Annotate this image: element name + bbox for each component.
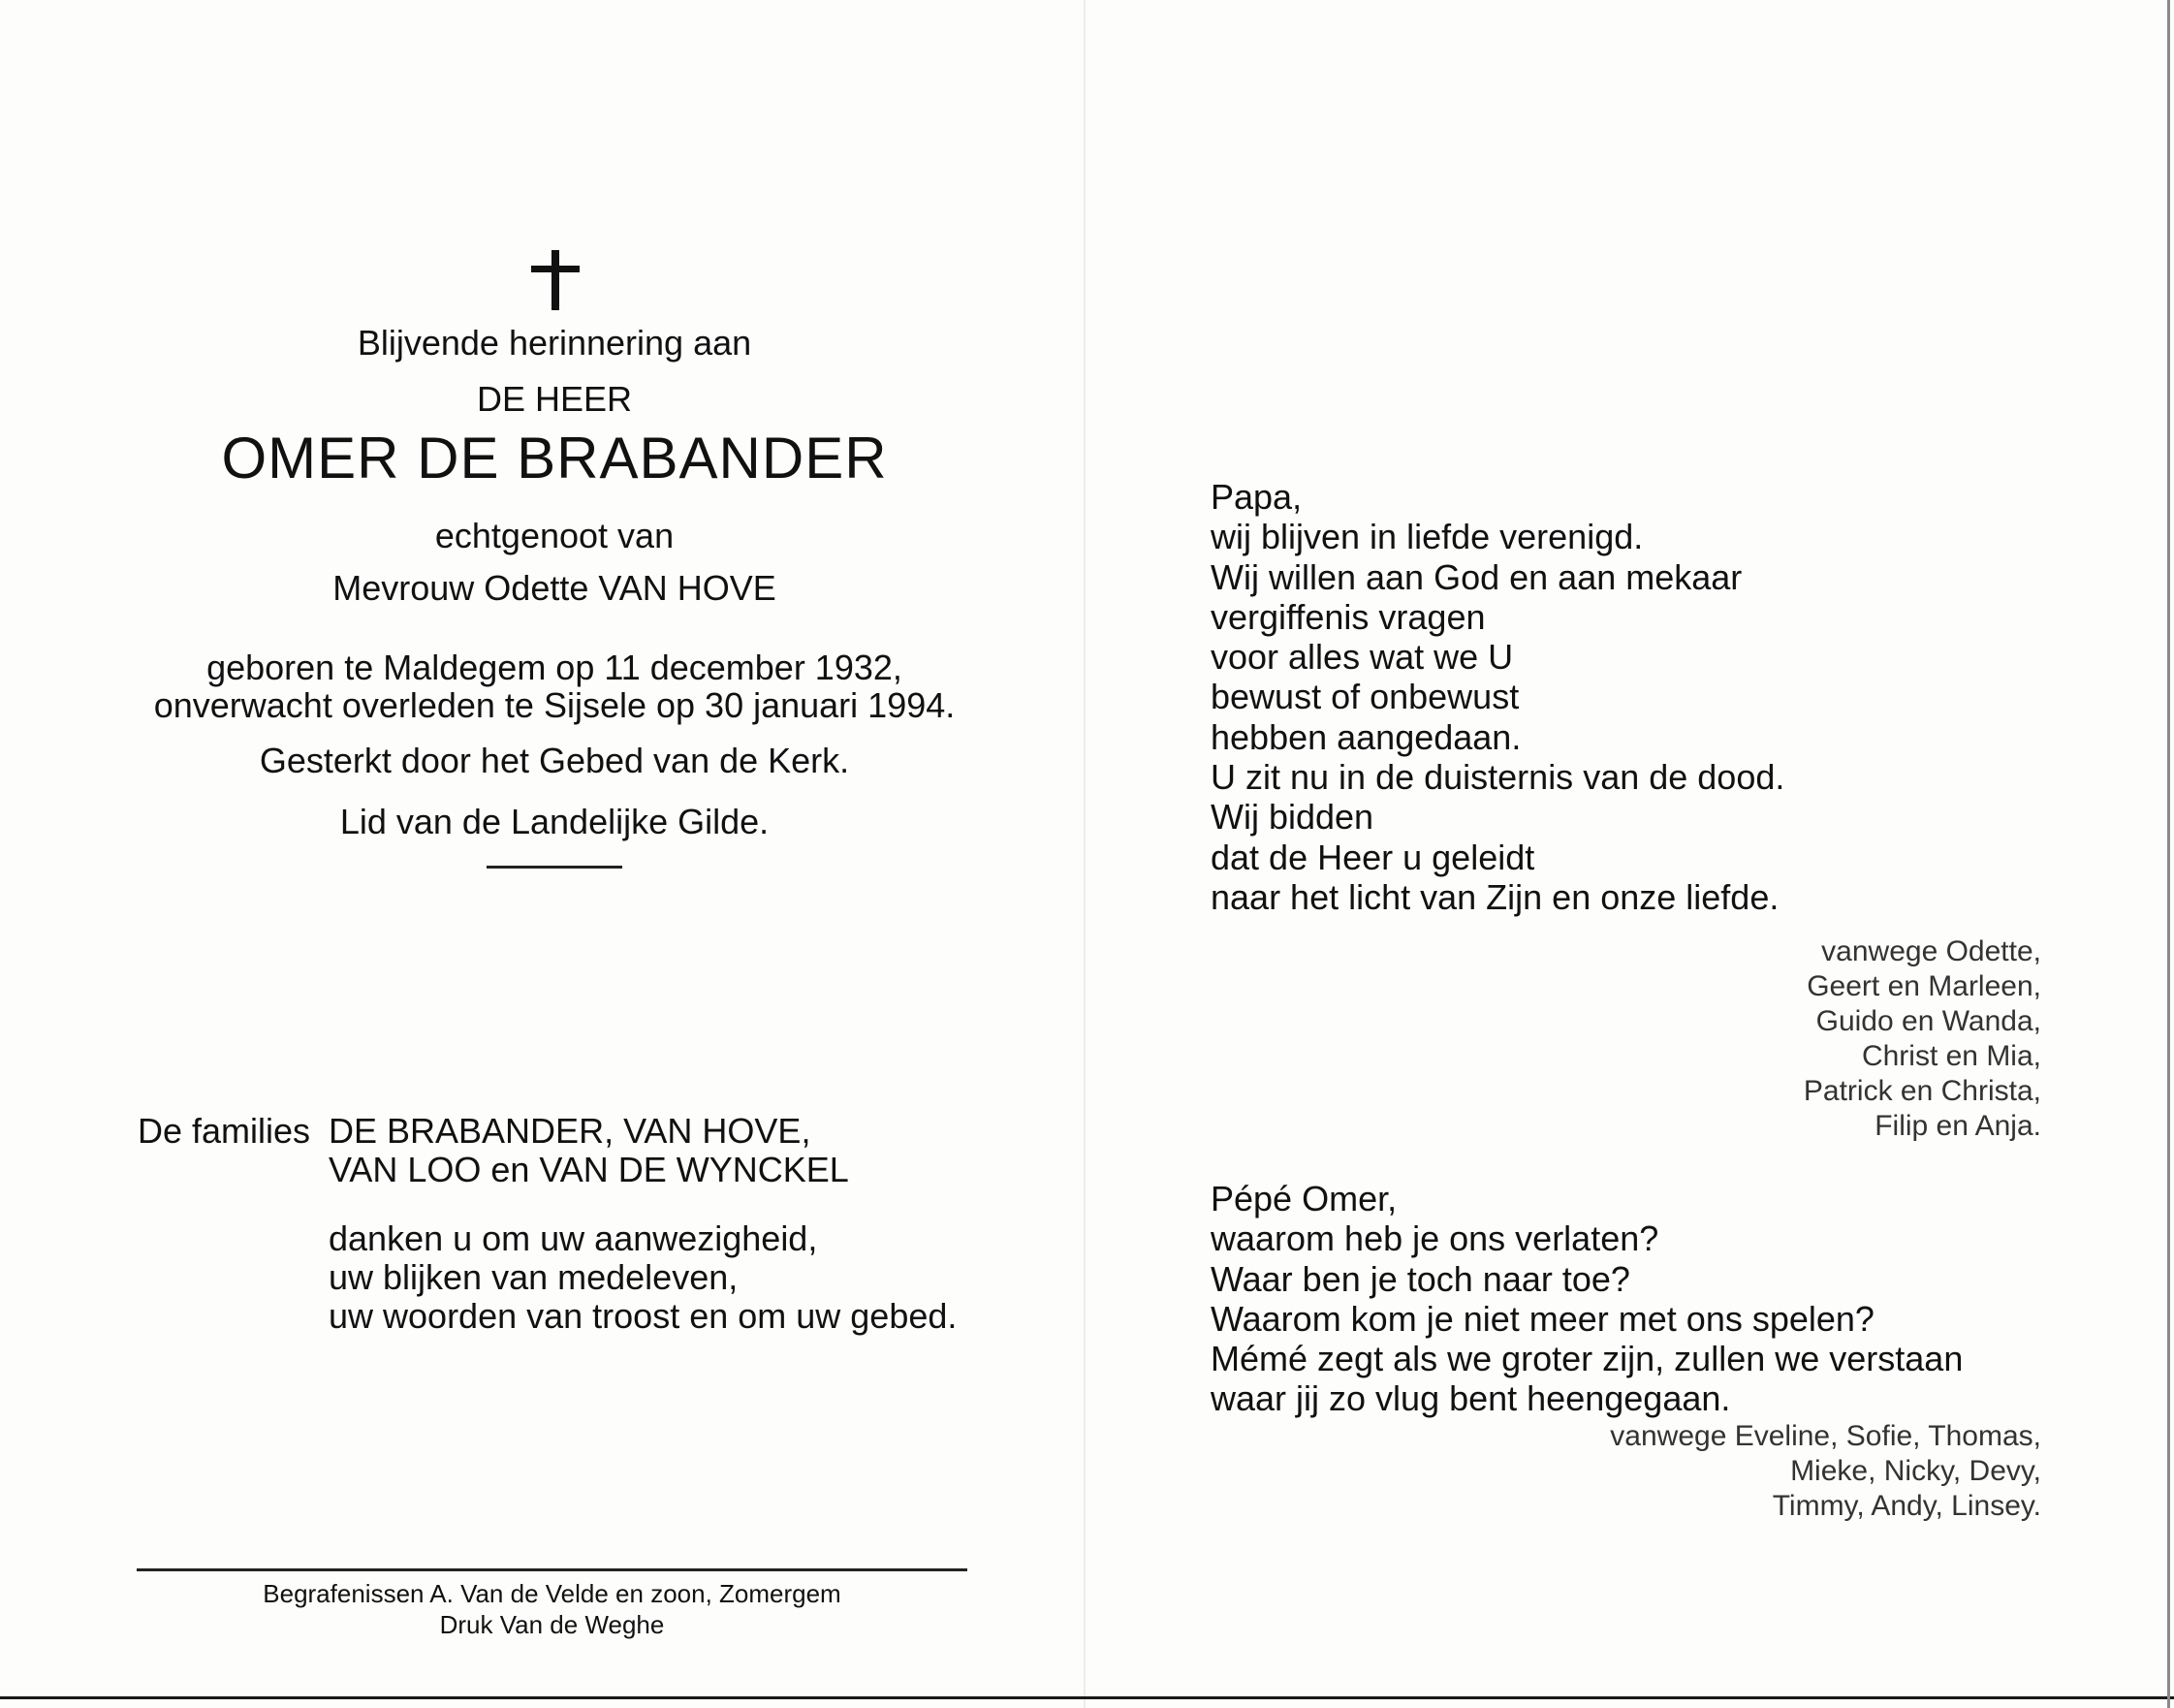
signature-line: Timmy, Andy, Linsey. — [1772, 1490, 2041, 1522]
poem-pepe — [1211, 1179, 1963, 1419]
membership-line: Lid van de Landelijke Gilde. — [339, 802, 770, 841]
relation-text: echtgenoot van — [434, 516, 675, 555]
poem-papa — [1211, 477, 1784, 917]
divider-long — [137, 1568, 967, 1571]
card-fold — [1084, 0, 1086, 1708]
printer-line-1: Begrafenissen A. Van de Velde en zoon, Zomergem — [263, 1579, 841, 1608]
poem-line: Mémé zegt als we groter zijn, zullen we verstaan — [1211, 1339, 1964, 1379]
poem-line: waar jij zo vlug bent heengegaan. — [1211, 1378, 1731, 1419]
poem-line: vergiffenis vragen — [1211, 596, 1486, 637]
poem-line: Waarom kom je niet meer met ons spelen? — [1211, 1298, 1875, 1339]
birth-line: geboren te Maldegem op 11 december 1932, — [206, 648, 902, 687]
cross-icon — [531, 250, 580, 310]
deceased-name: OMER DE BRABANDER — [221, 426, 888, 490]
signature-children — [1804, 934, 2041, 1144]
church-line: Gesterkt door het Gebed van de Kerk. — [259, 741, 850, 780]
signature-line: vanwege Odette, — [1821, 935, 2041, 967]
intro-text: Blijvende herinnering aan — [357, 323, 752, 363]
signature-line: Guido en Wanda, — [1815, 1005, 2041, 1037]
signature-line: Patrick en Christa, — [1803, 1075, 2041, 1107]
poem-line: wij blijven in liefde verenigd. — [1211, 517, 1644, 557]
printer-line-2: Druk Van de Weghe — [439, 1610, 665, 1639]
card-right-edge — [2167, 0, 2170, 1708]
signature-line: Christ en Mia, — [1861, 1040, 2041, 1072]
poem-line: Wij willen aan God en aan mekaar — [1211, 556, 1743, 597]
families-lead: De families — [138, 1111, 311, 1151]
thanks-line: uw blijken van medeleven, — [329, 1257, 739, 1297]
card-bottom-edge — [0, 1696, 2174, 1699]
poem-line: Pépé Omer, — [1211, 1179, 1398, 1218]
families-line-2: VAN LOO en VAN DE WYNCKEL — [329, 1150, 849, 1189]
signature-line: Filip en Anja. — [1875, 1110, 2041, 1142]
poem-line: hebben aangedaan. — [1211, 716, 1522, 757]
poem-line: Wij bidden — [1211, 797, 1374, 838]
signature-grandchildren — [1610, 1419, 2041, 1524]
poem-line: dat de Heer u geleidt — [1211, 837, 1535, 877]
poem-line: U zit nu in de duisternis van de dood. — [1211, 757, 1785, 798]
honorific: DE HEER — [476, 379, 633, 419]
poem-line: naar het licht van Zijn en onze liefde. — [1211, 876, 1780, 917]
divider-short — [487, 866, 622, 869]
signature-line: vanwege Eveline, Sofie, Thomas, — [1610, 1420, 2041, 1452]
signature-line: Mieke, Nicky, Devy, — [1790, 1455, 2041, 1487]
signature-line: Geert en Marleen, — [1807, 970, 2041, 1002]
families-line-1: DE BRABANDER, VAN HOVE, — [329, 1111, 811, 1151]
death-line: onverwacht overleden te Sijsele op 30 januari 1994. — [153, 685, 956, 725]
poem-line: voor alles wat we U — [1211, 637, 1514, 678]
spouse-name: Mevrouw Odette VAN HOVE — [332, 568, 776, 608]
thanks-line: danken u om uw aanwezigheid, — [329, 1218, 818, 1258]
poem-line: waarom heb je ons verlaten? — [1211, 1218, 1659, 1259]
poem-line: Papa, — [1211, 477, 1303, 517]
poem-line: bewust of onbewust — [1211, 677, 1520, 717]
poem-line: Waar ben je toch naar toe? — [1211, 1258, 1630, 1299]
thanks-line: uw woorden van troost en om uw gebed. — [329, 1296, 958, 1336]
